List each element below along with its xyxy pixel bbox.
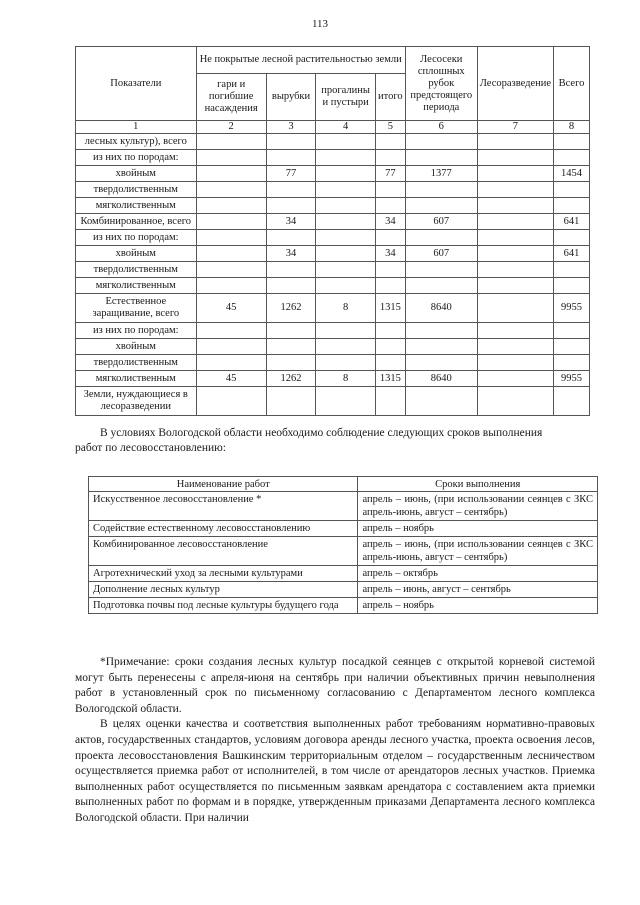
cell-value xyxy=(554,278,590,294)
cell-value xyxy=(405,134,477,150)
work-period: апрель – октябрь xyxy=(358,566,598,582)
header-indicators: Показатели xyxy=(76,47,197,121)
note-text: *Примечание: сроки создания лесных культур посадкой сеянцев с открытой корневой системой могут быть перенесены с апреля-июня на сентябрь при наличии объективных причин невыполнения работ в установленный срок по письменному согласованию с Департаментом лесного комплекса Вологодской области. xyxy=(75,656,595,715)
table-row xyxy=(76,371,590,387)
table-row xyxy=(89,598,598,614)
table-row xyxy=(76,323,590,339)
cell-value: 1454 xyxy=(554,166,590,182)
row-label: твердолиственным xyxy=(76,262,197,278)
cell-value xyxy=(554,182,590,198)
cell-value xyxy=(196,166,266,182)
cell-value xyxy=(266,182,316,198)
cell-value xyxy=(477,371,553,387)
row-label: твердолиственным xyxy=(76,355,197,371)
cell-value: 1315 xyxy=(375,294,405,323)
header-work-name: Наименование работ xyxy=(89,477,358,492)
cell-value xyxy=(196,182,266,198)
cell-value: 45 xyxy=(196,294,266,323)
cell-value xyxy=(316,150,376,166)
cell-value: 34 xyxy=(266,214,316,230)
cell-value xyxy=(477,387,553,416)
col-number: 2 xyxy=(196,121,266,134)
cell-value xyxy=(316,246,376,262)
cell-value xyxy=(196,262,266,278)
cell-value xyxy=(266,387,316,416)
cell-value xyxy=(375,230,405,246)
cell-value xyxy=(266,150,316,166)
row-label: хвойным xyxy=(76,166,197,182)
cell-value xyxy=(405,355,477,371)
acceptance-paragraph: В целях оценки качества и соответствия выполненных работ требованиям нормативно-правовых актов, государственных стандартов, условиям договора аренды лесного участка, проекта освоения лесов, проекта лесовосстановления Вашкинским территориальным отделом – государственным лесничеством осуществляется приемка работ от исполнителей, в том числе от арендаторов лесных участков. Приемка выполненных работ осуществляется по письменным заявкам арендатора с составлением акта приемки выполненных работ по формам и в порядке, утвержденным приказами Департамента лесного комплекса Вологодской области. При наличии xyxy=(75,718,595,824)
header-uncovered-lands: Не покрытые лесной растительностью земли xyxy=(196,47,405,74)
row-label: твердолиственным xyxy=(76,182,197,198)
cell-value xyxy=(196,339,266,355)
cell-value: 1315 xyxy=(375,371,405,387)
cell-value xyxy=(316,230,376,246)
cell-value: 34 xyxy=(375,214,405,230)
work-name: Искусственное лесовосстановление * xyxy=(89,492,358,521)
cell-value xyxy=(554,262,590,278)
col-number: 3 xyxy=(266,121,316,134)
table-row xyxy=(76,387,590,416)
cell-value xyxy=(477,355,553,371)
cell-value: 607 xyxy=(405,214,477,230)
cell-value: 9955 xyxy=(554,371,590,387)
table-row xyxy=(76,262,590,278)
header-clearings: вырубки xyxy=(266,74,316,121)
row-label: из них по породам: xyxy=(76,150,197,166)
table-row xyxy=(76,166,590,182)
cell-value xyxy=(405,150,477,166)
table-row xyxy=(89,521,598,537)
row-label: лесных культур), всего xyxy=(76,134,197,150)
cell-value xyxy=(405,198,477,214)
cell-value: 77 xyxy=(266,166,316,182)
cell-value xyxy=(375,262,405,278)
cell-value xyxy=(554,355,590,371)
row-label: хвойным xyxy=(76,339,197,355)
work-schedule-table xyxy=(88,476,598,614)
cell-value xyxy=(477,166,553,182)
cell-value xyxy=(266,198,316,214)
table-row xyxy=(76,134,590,150)
col-number: 5 xyxy=(375,121,405,134)
cell-value xyxy=(477,278,553,294)
col-number: 1 xyxy=(76,121,197,134)
work-period: апрель – ноябрь xyxy=(358,598,598,614)
cell-value xyxy=(266,134,316,150)
cell-value xyxy=(266,230,316,246)
cell-value: 8640 xyxy=(405,294,477,323)
table-row xyxy=(76,198,590,214)
col-number: 8 xyxy=(554,121,590,134)
row-label: мягколиственным xyxy=(76,278,197,294)
cell-value xyxy=(375,182,405,198)
cell-value: 45 xyxy=(196,371,266,387)
cell-value xyxy=(375,339,405,355)
cell-value: 8640 xyxy=(405,371,477,387)
cell-value xyxy=(316,214,376,230)
cell-value xyxy=(405,182,477,198)
cell-value xyxy=(375,355,405,371)
cell-value xyxy=(375,134,405,150)
cell-value xyxy=(554,387,590,416)
work-name: Подготовка почвы под лесные культуры будущего года xyxy=(89,598,358,614)
cell-value: 77 xyxy=(375,166,405,182)
cell-value xyxy=(316,323,376,339)
cell-value xyxy=(196,150,266,166)
cell-value xyxy=(405,339,477,355)
cell-value xyxy=(477,134,553,150)
col-number: 6 xyxy=(405,121,477,134)
cell-value xyxy=(477,294,553,323)
table-row xyxy=(76,182,590,198)
cell-value xyxy=(375,387,405,416)
intro-text xyxy=(75,426,590,456)
cell-value xyxy=(266,355,316,371)
cell-value: 641 xyxy=(554,214,590,230)
cell-value xyxy=(316,182,376,198)
work-name: Содействие естественному лесовосстановлению xyxy=(89,521,358,537)
header-burned: гари и погибшие насаждения xyxy=(196,74,266,121)
header-all: Всего xyxy=(554,47,590,121)
header-glades: прогалины и пустыри xyxy=(316,74,376,121)
table-row xyxy=(76,339,590,355)
cell-value xyxy=(196,387,266,416)
col-number: 7 xyxy=(477,121,553,134)
cell-value xyxy=(316,278,376,294)
intro-line-2: работ по лесовосстановлению: xyxy=(75,442,226,454)
forest-statistics-table xyxy=(75,46,590,416)
cell-value xyxy=(477,198,553,214)
cell-value xyxy=(266,339,316,355)
cell-value xyxy=(554,339,590,355)
cell-value xyxy=(477,323,553,339)
cell-value xyxy=(196,355,266,371)
work-period: апрель – июнь, август – сентябрь xyxy=(358,582,598,598)
table-row xyxy=(76,214,590,230)
header-cuttings: Лесосеки сплошных рубок предстоящего периода xyxy=(405,47,477,121)
work-name: Агротехнический уход за лесными культурами xyxy=(89,566,358,582)
cell-value xyxy=(316,198,376,214)
cell-value: 9955 xyxy=(554,294,590,323)
cell-value xyxy=(554,150,590,166)
cell-value xyxy=(196,230,266,246)
cell-value xyxy=(316,166,376,182)
table-row xyxy=(89,566,598,582)
cell-value: 641 xyxy=(554,246,590,262)
cell-value xyxy=(405,387,477,416)
cell-value xyxy=(375,150,405,166)
row-label: мягколиственным xyxy=(76,198,197,214)
cell-value xyxy=(477,214,553,230)
cell-value xyxy=(554,230,590,246)
cell-value xyxy=(196,323,266,339)
page-number: 113 xyxy=(311,18,329,30)
table-row xyxy=(76,278,590,294)
header-period: Сроки выполнения xyxy=(358,477,598,492)
table-row xyxy=(76,246,590,262)
cell-value: 8 xyxy=(316,371,376,387)
table-row xyxy=(89,582,598,598)
work-period: апрель – июнь, (при использовании сеянцев с ЗКС апрель-июнь, август – сентябрь) xyxy=(358,537,598,566)
cell-value xyxy=(405,230,477,246)
cell-value: 1377 xyxy=(405,166,477,182)
cell-value xyxy=(266,262,316,278)
cell-value xyxy=(477,230,553,246)
cell-value xyxy=(196,134,266,150)
cell-value xyxy=(316,262,376,278)
table-row xyxy=(76,355,590,371)
row-label: Комбинированное, всего xyxy=(76,214,197,230)
table-row xyxy=(89,492,598,521)
table-row xyxy=(89,537,598,566)
work-period: апрель – ноябрь xyxy=(358,521,598,537)
cell-value xyxy=(477,182,553,198)
header-reforestation: Лесоразведение xyxy=(477,47,553,121)
table-row xyxy=(76,150,590,166)
row-label: из них по породам: xyxy=(76,323,197,339)
cell-value xyxy=(554,134,590,150)
table-row xyxy=(76,230,590,246)
cell-value xyxy=(375,278,405,294)
note-block xyxy=(75,655,595,827)
cell-value xyxy=(477,262,553,278)
cell-value: 34 xyxy=(266,246,316,262)
cell-value xyxy=(477,150,553,166)
cell-value xyxy=(316,387,376,416)
cell-value: 607 xyxy=(405,246,477,262)
cell-value xyxy=(316,134,376,150)
cell-value xyxy=(316,339,376,355)
header-total: итого xyxy=(375,74,405,121)
cell-value xyxy=(405,278,477,294)
cell-value xyxy=(375,323,405,339)
row-label: Земли, нуждающиеся в лесоразведении xyxy=(76,387,197,416)
cell-value xyxy=(266,323,316,339)
row-label: Естественное заращивание, всего xyxy=(76,294,197,323)
cell-value: 1262 xyxy=(266,294,316,323)
work-name: Комбинированное лесовосстановление xyxy=(89,537,358,566)
cell-value: 8 xyxy=(316,294,376,323)
row-label: хвойным xyxy=(76,246,197,262)
cell-value xyxy=(316,355,376,371)
intro-line-1: В условиях Вологодской области необходимо соблюдение следующих сроков выполнения xyxy=(100,427,543,439)
cell-value xyxy=(477,246,553,262)
row-label: из них по породам: xyxy=(76,230,197,246)
cell-value xyxy=(196,278,266,294)
work-period: апрель – июнь, (при использовании сеянцев с ЗКС апрель-июнь, август – сентябрь) xyxy=(358,492,598,521)
cell-value xyxy=(405,323,477,339)
cell-value xyxy=(266,278,316,294)
cell-value: 1262 xyxy=(266,371,316,387)
cell-value xyxy=(375,198,405,214)
cell-value xyxy=(196,214,266,230)
cell-value xyxy=(554,323,590,339)
cell-value: 34 xyxy=(375,246,405,262)
col-number: 4 xyxy=(316,121,376,134)
cell-value xyxy=(405,262,477,278)
cell-value xyxy=(477,339,553,355)
table-row xyxy=(76,294,590,323)
cell-value xyxy=(196,246,266,262)
cell-value xyxy=(554,198,590,214)
row-label: мягколиственным xyxy=(76,371,197,387)
cell-value xyxy=(196,198,266,214)
work-name: Дополнение лесных культур xyxy=(89,582,358,598)
